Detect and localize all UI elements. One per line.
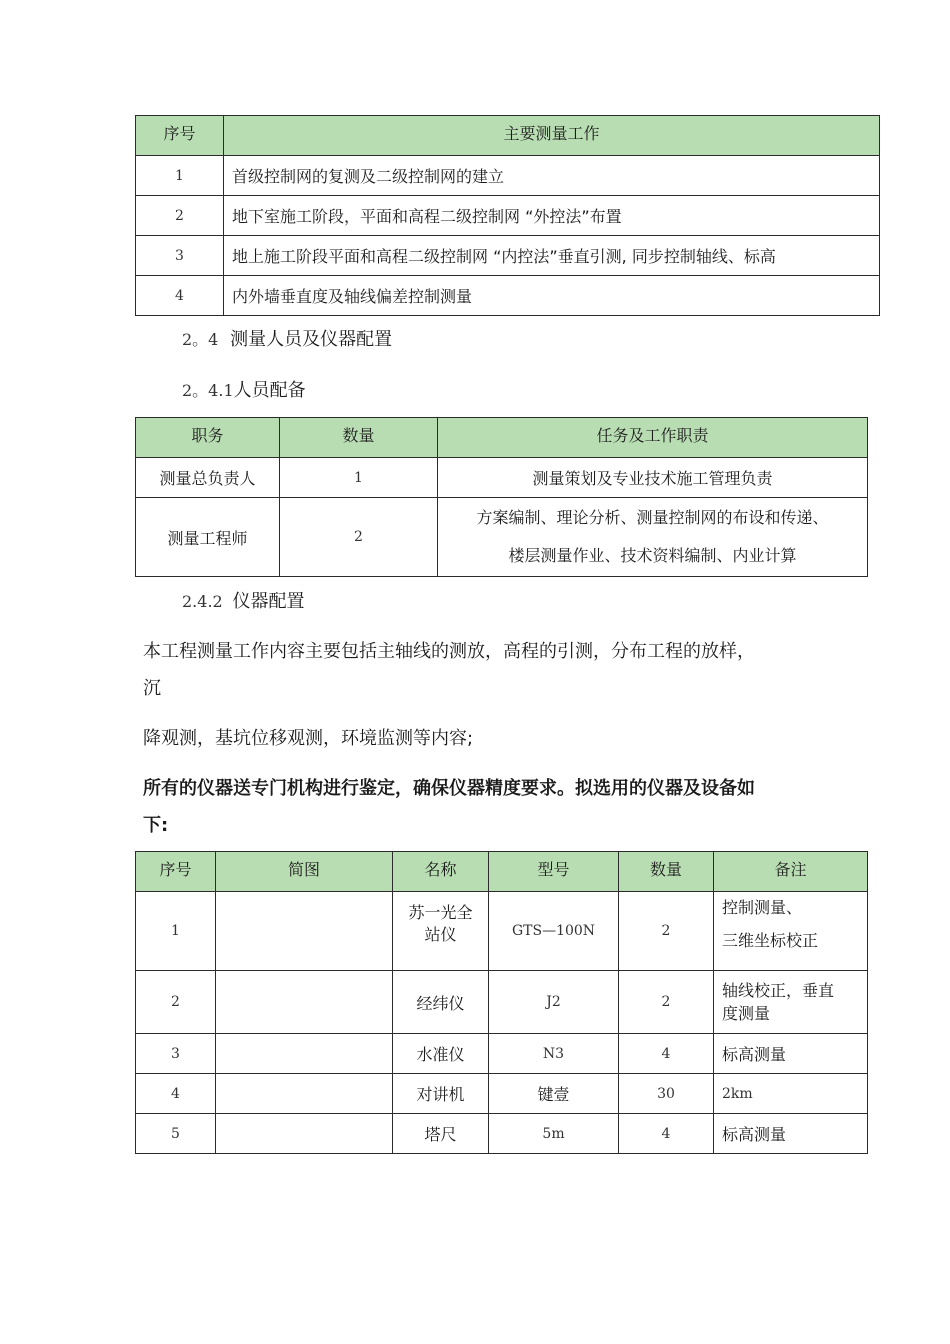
table-header-model: 型号 [489, 852, 619, 892]
row-work: 地下室施工阶段，平面和高程二级控制网 “外控法”布置 [224, 196, 880, 236]
paragraph-3-line-2: 下: [143, 815, 169, 836]
row-diagram [216, 1034, 393, 1074]
row-note [714, 892, 868, 971]
table-header-duty: 任务及工作职责 [438, 418, 868, 458]
row-no: 2 [136, 971, 216, 1034]
table-header-qty: 数量 [280, 418, 438, 458]
row-name: 经纬仪 [393, 971, 489, 1034]
row-work: 地上施工阶段平面和高程二级控制网 “内控法”垂直引测, 同步控制轴线、标高 [224, 236, 880, 276]
row-work: 内外墙垂直度及轴线偏差控制测量 [224, 276, 880, 316]
table-row [136, 1114, 868, 1154]
row-duty: 测量策划及专业技术施工管理负责 [438, 458, 868, 498]
table-header-qty: 数量 [619, 852, 714, 892]
note-line: 三维坐标校正 [722, 931, 819, 950]
row-note [714, 971, 868, 1034]
row-no: 3 [136, 1034, 216, 1074]
row-diagram [216, 892, 393, 971]
row-no: 3 [136, 236, 224, 276]
name-line: 苏一光全 [408, 903, 473, 922]
section-heading-2-4-1 [182, 376, 306, 402]
row-name: 对讲机 [393, 1074, 489, 1114]
section-number: 2。4.1 [182, 381, 234, 400]
personnel-table [135, 417, 868, 577]
section-title: 测量人员及仪器配置 [230, 329, 393, 350]
row-no: 2 [136, 196, 224, 236]
table-row [136, 1034, 868, 1074]
paragraph-3-line-1: 所有的仪器送专门机构进行鉴定，确保仪器精度要求。拟选用的仪器及设备如 [143, 778, 755, 799]
row-no: 1 [136, 892, 216, 971]
row-no: 4 [136, 1074, 216, 1114]
row-name: 水准仪 [393, 1034, 489, 1074]
row-qty: 2 [619, 892, 714, 971]
table-row [136, 276, 880, 316]
table-header-note: 备注 [714, 852, 868, 892]
table-row [136, 156, 880, 196]
duty-line: 方案编制、理论分析、测量控制网的布设和传递、 [476, 508, 829, 527]
table-row [136, 892, 868, 971]
table-row [136, 458, 868, 498]
row-note: 标高测量 [714, 1034, 868, 1074]
table-row [136, 236, 880, 276]
table-row [136, 1074, 868, 1114]
row-model: J2 [489, 971, 619, 1034]
row-name [393, 892, 489, 971]
row-qty: 2 [280, 498, 438, 577]
row-name: 塔尺 [393, 1114, 489, 1154]
row-model: N3 [489, 1034, 619, 1074]
note-line: 轴线校正，垂直 [722, 981, 835, 1000]
table-header-work: 主要测量工作 [224, 116, 880, 156]
section-number: 2。4 [182, 330, 219, 349]
table-header-no: 序号 [136, 116, 224, 156]
note-line: 度测量 [722, 1004, 771, 1023]
row-diagram [216, 1074, 393, 1114]
table-header-role: 职务 [136, 418, 280, 458]
row-model: 5m [489, 1114, 619, 1154]
row-qty: 30 [619, 1074, 714, 1114]
row-diagram [216, 1114, 393, 1154]
paragraph-1-line-2: 沉 [143, 678, 161, 699]
section-heading-2-4 [182, 325, 392, 351]
survey-work-table [135, 115, 880, 316]
table-row [136, 498, 868, 577]
row-work: 首级控制网的复测及二级控制网的建立 [224, 156, 880, 196]
row-model: GTS—100N [489, 892, 619, 971]
row-role: 测量工程师 [136, 498, 280, 577]
name-line: 站仪 [424, 925, 457, 944]
row-model: 键壹 [489, 1074, 619, 1114]
equipment-table [135, 851, 868, 1154]
note-line: 控制测量、 [722, 898, 803, 917]
row-diagram [216, 971, 393, 1034]
row-qty: 1 [280, 458, 438, 498]
row-no: 4 [136, 276, 224, 316]
section-title: 人员配备 [233, 380, 306, 401]
row-no: 1 [136, 156, 224, 196]
paragraph-2: 降观测，基坑位移观测，环境监测等内容; [143, 728, 474, 749]
table-row [136, 971, 868, 1034]
row-no: 5 [136, 1114, 216, 1154]
row-qty: 4 [619, 1034, 714, 1074]
paragraph-1-line-1: 本工程测量工作内容主要包括主轴线的测放，高程的引测，分布工程的放样， [143, 641, 755, 662]
section-title: 仪器配置 [232, 591, 305, 612]
section-number: 2.4.2 [182, 592, 223, 611]
section-heading-2-4-2 [182, 587, 304, 613]
row-note: 2km [714, 1074, 868, 1114]
row-qty: 2 [619, 971, 714, 1034]
row-note: 标高测量 [714, 1114, 868, 1154]
row-qty: 4 [619, 1114, 714, 1154]
duty-line: 楼层测量作业、技术资料编制、内业计算 [508, 546, 797, 565]
table-header-diagram: 简图 [216, 852, 393, 892]
row-role: 测量总负责人 [136, 458, 280, 498]
table-header-name: 名称 [393, 852, 489, 892]
row-duty [438, 498, 868, 577]
table-header-no: 序号 [136, 852, 216, 892]
table-row [136, 196, 880, 236]
